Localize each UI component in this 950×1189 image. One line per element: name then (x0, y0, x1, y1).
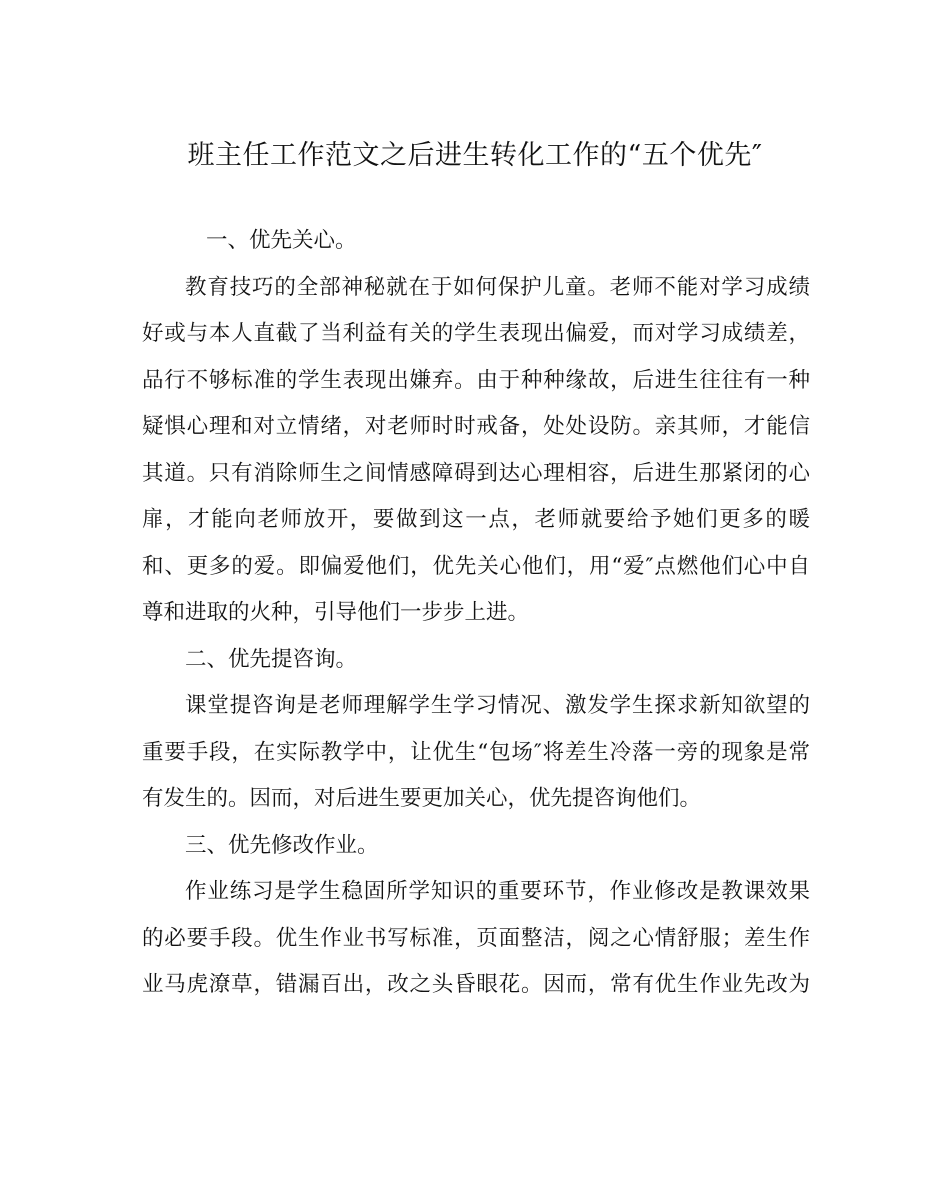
document-body (142, 218, 810, 1009)
paragraph-line: 和、更多的爱。即偏爱他们，优先关心他们，用“爱″点燃他们心中自 (142, 553, 810, 579)
paragraph-line: 业马虎潦草，错漏百出，改之头昏眼花。因而，常有优生作业先改为 (142, 972, 810, 997)
section-heading: 二、优先提咨询。 (185, 646, 358, 672)
paragraph-line: 尊和进取的火种，引导他们一步步上进。 (142, 600, 530, 625)
paragraph-line: 有发生的。因而，对后进生要更加关心，优先提咨询他们。 (142, 786, 702, 811)
paragraph-line: 其道。只有消除师生之间情感障碍到达心理相容，后进生那紧闭的心 (142, 460, 810, 486)
paragraph-line: 教育技巧的全部神秘就在于如何保护儿童。老师不能对学习成绩 (185, 274, 810, 300)
document-title: 班主任工作范文之后进生转化工作的“五个优先″ (187, 140, 763, 171)
paragraph-line: 品行不够标准的学生表现出嫌弃。由于种种缘故，后进生往往有一种 (142, 367, 810, 393)
paragraph-line: 好或与本人直截了当利益有关的学生表现出偏爱，而对学习成绩差， (142, 321, 810, 346)
paragraph-line: 课堂提咨询是老师理解学生学习情况、激发学生探求新知欲望的 (185, 693, 810, 718)
paragraph-line: 扉，才能向老师放开，要做到这一点，老师就要给予她们更多的暖 (142, 507, 810, 532)
paragraph-line: 的必要手段。优生作业书写标准，页面整洁，阅之心情舒服；差生作 (142, 925, 810, 951)
paragraph-line: 作业练习是学生稳固所学知识的重要环节，作业修改是教课效果 (185, 879, 810, 904)
paragraph-line: 疑惧心理和对立情绪，对老师时时戒备，处处设防。亲其师，才能信 (142, 414, 810, 439)
section-heading: 一、优先关心。 (206, 228, 357, 253)
section-heading: 三、优先修改作业。 (185, 832, 379, 858)
paragraph-line: 重要手段，在实际教学中，让优生“包场″将差生冷落一旁的现象是常 (142, 739, 810, 765)
